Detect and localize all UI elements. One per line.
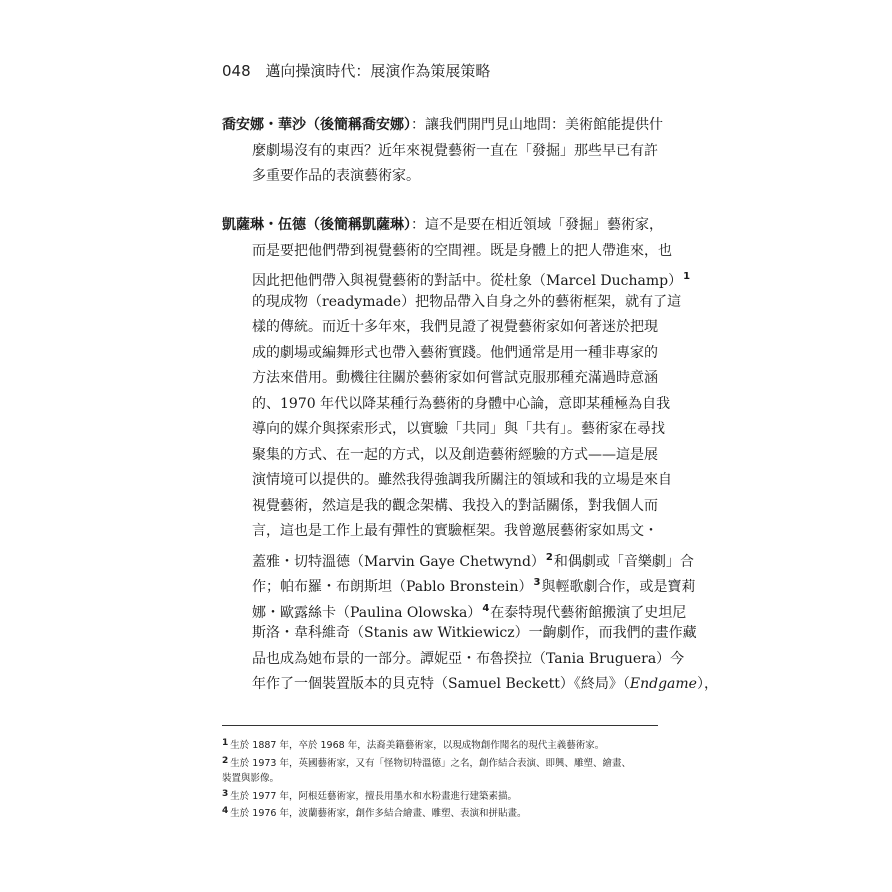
text-line: 多重要作品的表演藝術家。 xyxy=(252,168,420,184)
text-line: 喬安娜・華沙（後簡稱喬安娜）：讓我們開門見山地問：美術館能提供什 xyxy=(222,117,663,133)
text-line: 言，這也是工作上最有彈性的實驗框架。我曾邀展藝術家如馬文・ xyxy=(252,523,658,539)
text-line: 麼劇場沒有的東西？近年來視覺藝術一直在「發掘」那些早已有許 xyxy=(252,142,658,159)
footnote: 1 生於 1887 年，卒於 1968 年，法裔美籍藝術家，以現成物創作聞名的現代主義藝術家。 xyxy=(222,738,605,751)
chapter-title: 邁向操演時代：展演作為策展策略 xyxy=(265,62,491,80)
text-line: 因此把他們帶入與視覺藝術的對話中。從杜象（Marcel Duchamp）$^1$ xyxy=(252,271,691,289)
text-line: 凱薩琳・伍德（後簡稱凱薩琳）：這不是要在相近領域「發掘」藝術家， xyxy=(222,217,663,233)
italic-title: Endgame xyxy=(629,676,697,692)
footnotes xyxy=(222,736,662,822)
text-line: 視覺藝術，然這是我的觀念架構、我投入的對話關係，對我個人而 xyxy=(252,497,658,514)
footnote-number: 1 xyxy=(222,738,229,748)
footnote-number: 4 xyxy=(222,806,229,816)
text-line: 聚集的方式、在一起的方式，以及創造藝術經驗的方式——這是展 xyxy=(252,446,658,463)
running-header xyxy=(222,60,490,81)
paragraph-catherine xyxy=(222,213,718,698)
speaker-name: 凱薩琳・伍德（後簡稱凱薩琳） xyxy=(222,217,411,233)
text-line: 的現成物（readymade）把物品帶入自身之外的藝術框架，就有了這 xyxy=(252,293,682,310)
paragraph-joanna xyxy=(222,113,662,190)
text-line: 的、1970 年代以降某種行為藝術的身體中心論，意即某種極為自我 xyxy=(252,395,671,412)
footnote: 2 生於 1973 年，英國藝術家，又有「怪物切特溫德」之名，創作結合表演、即興、雕塑、繪畫、 xyxy=(222,755,631,769)
text-line: 演情境可以提供的。雖然我得強調我所關注的領域和我的立場是來自 xyxy=(252,472,672,488)
text-line: 作；帕布羅・布朗斯坦（Pablo Bronstein）$^3$與輕歌劇合作，或是寶莉 xyxy=(252,577,696,595)
text-line: 年作了一個裝置版本的貝克特（Samuel Beckett）《終局》（Endgame）， xyxy=(252,676,718,692)
footnote-number: 3 xyxy=(222,788,229,799)
footnote-ref[interactable]: 2 xyxy=(545,551,553,563)
text-line: 成的劇場或編舞形式也帶入藝術實踐。他們通常是用一種非專家的 xyxy=(252,344,658,361)
text-line: 品也成為她布景的一部分。譚妮亞・布魯揆拉（Tania Bruguera）今 xyxy=(252,650,685,667)
footnote: 3 生於 1977 年，阿根廷藝術家，擅長用墨水和水粉畫進行建築素描。 xyxy=(222,788,517,802)
footnote: 4 生於 1976 年，波蘭藝術家，創作多結合繪畫、雕塑、表演和拼貼畫。 xyxy=(222,806,527,819)
footnote-ref[interactable]: 4 xyxy=(482,602,490,614)
speaker-name: 喬安娜・華沙（後簡稱喬安娜） xyxy=(222,117,411,133)
text-line: 娜・歐露絲卡（Paulina Olowska）$^4$在泰特現代藝術館搬演了史坦尼 xyxy=(252,602,687,621)
footnote-continuation: 裝置與影像。 xyxy=(222,773,280,784)
text-line: 而是要把他們帶到視覺藝術的空間裡。既是身體上的把人帶進來，也 xyxy=(252,242,672,259)
page-number: 048 xyxy=(222,62,251,80)
text-line: 方法來借用。動機往往關於藝術家如何嘗試克服那種充滿過時意涵 xyxy=(252,370,658,386)
footnote-ref[interactable]: 1 xyxy=(683,271,691,282)
text-line: 蓋雅・切特溫德（Marvin Gaye Chetwynd）$^2$和偶劇或「音樂劇」合 xyxy=(252,551,694,570)
footnote-number: 2 xyxy=(222,755,229,766)
text-line: 斯洛・韋科維奇（Stanis aw Witkiewicz）一齣劇作，而我們的畫作藏 xyxy=(252,625,697,641)
text-line: 樣的傳統。而近十多年來，我們見證了視覺藝術家如何著迷於把現 xyxy=(252,319,658,335)
text-line: 導向的媒介與探索形式，以實驗「共同」與「共有」。藝術家在尋找 xyxy=(252,421,665,437)
footnote-divider xyxy=(222,725,658,726)
footnote-ref[interactable]: 3 xyxy=(533,577,541,588)
